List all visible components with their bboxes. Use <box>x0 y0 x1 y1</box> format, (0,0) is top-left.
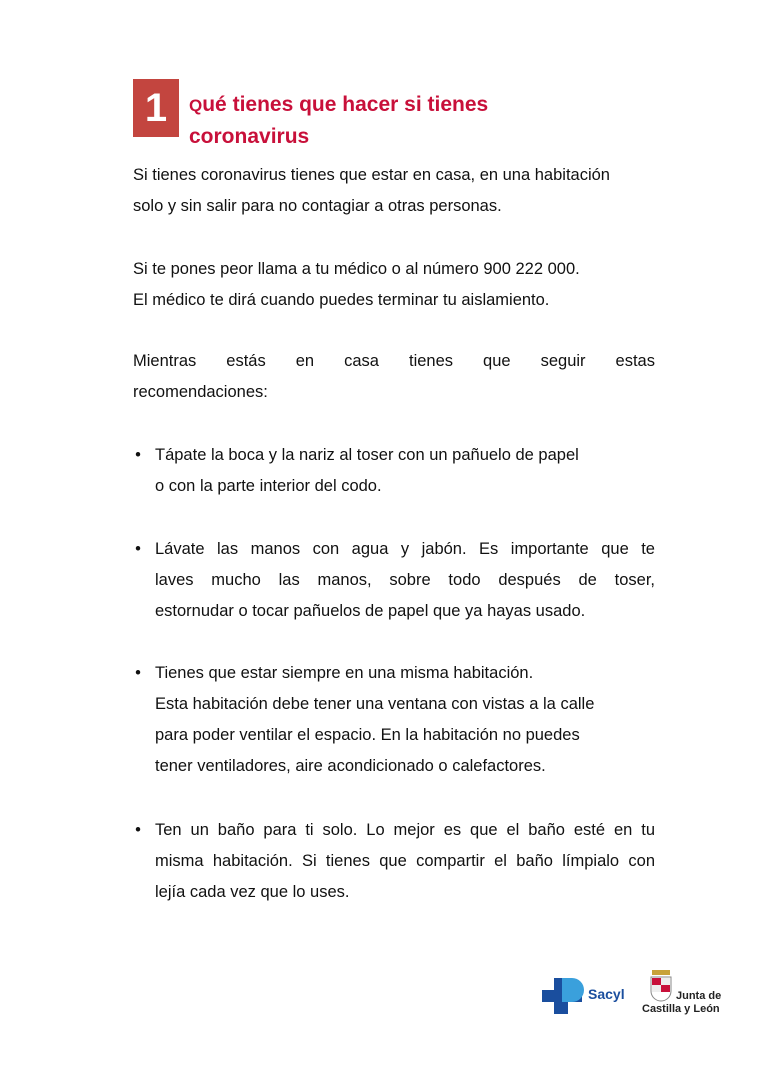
paragraph-intro <box>133 160 655 222</box>
bullet-line: para poder ventilar el espacio. En la habitación no puedes <box>155 726 580 744</box>
title-line-1: ué tienes que hacer si tienes <box>202 93 489 116</box>
junta-line-2: Castilla y León <box>642 1003 720 1015</box>
bullet-line: o con la parte interior del codo. <box>155 477 382 495</box>
paragraph-line: El médico te dirá cuando puedes terminar tu aislamiento. <box>133 291 550 309</box>
bullet-icon: • <box>135 664 141 682</box>
paragraph-recommendations <box>133 346 655 408</box>
bullet-icon: • <box>135 821 141 839</box>
sacyl-logo-icon <box>540 974 584 1018</box>
bullet-line: misma habitación. Si tienes que compartir el baño límpialo con <box>155 852 655 870</box>
paragraph-line: recomendaciones: <box>133 383 268 401</box>
junta-logo-text <box>642 990 730 1016</box>
section-number-badge <box>133 79 179 137</box>
section-title <box>189 89 609 152</box>
bullet-line: Lávate las manos con agua y jabón. Es importante que te <box>155 540 655 558</box>
sacyl-logo-text: Sacyl <box>588 986 625 1002</box>
title-line-2: coronavirus <box>189 125 310 148</box>
bullet-line: Ten un baño para ti solo. Lo mejor es que el baño esté en tu <box>155 821 655 839</box>
bullet-line: laves mucho las manos, sobre todo después de toser, <box>155 571 655 589</box>
bullet-line: tener ventiladores, aire acondicionado o calefactores. <box>155 757 546 775</box>
paragraph-line: Si te pones peor llama a tu médico o al número 900 222 000. <box>133 260 580 278</box>
bullet-line: estornudar o tocar pañuelos de papel que ya hayas usado. <box>155 602 586 620</box>
paragraph-phone <box>133 254 655 316</box>
bullet-line: Esta habitación debe tener una ventana con vistas a la calle <box>155 695 595 713</box>
paragraph-line: Mientras estás en casa tienes que seguir estas <box>133 352 655 370</box>
bullet-icon: • <box>135 446 141 464</box>
bullet-icon: • <box>135 540 141 558</box>
paragraph-line: solo y sin salir para no contagiar a otras personas. <box>133 197 502 215</box>
bullet-line: Tienes que estar siempre en una misma habitación. <box>155 664 534 682</box>
junta-line-1: Junta de <box>676 990 722 1002</box>
section-number: 1 <box>144 85 168 130</box>
paragraph-line: Si tienes coronavirus tienes que estar en casa, en una habitación <box>133 166 610 184</box>
bullet-line: lejía cada vez que lo uses. <box>155 883 350 901</box>
footer-logos <box>540 966 730 1026</box>
title-first-letter: Q <box>189 96 203 115</box>
bullet-line: Tápate la boca y la nariz al toser con un pañuelo de papel <box>155 446 579 464</box>
